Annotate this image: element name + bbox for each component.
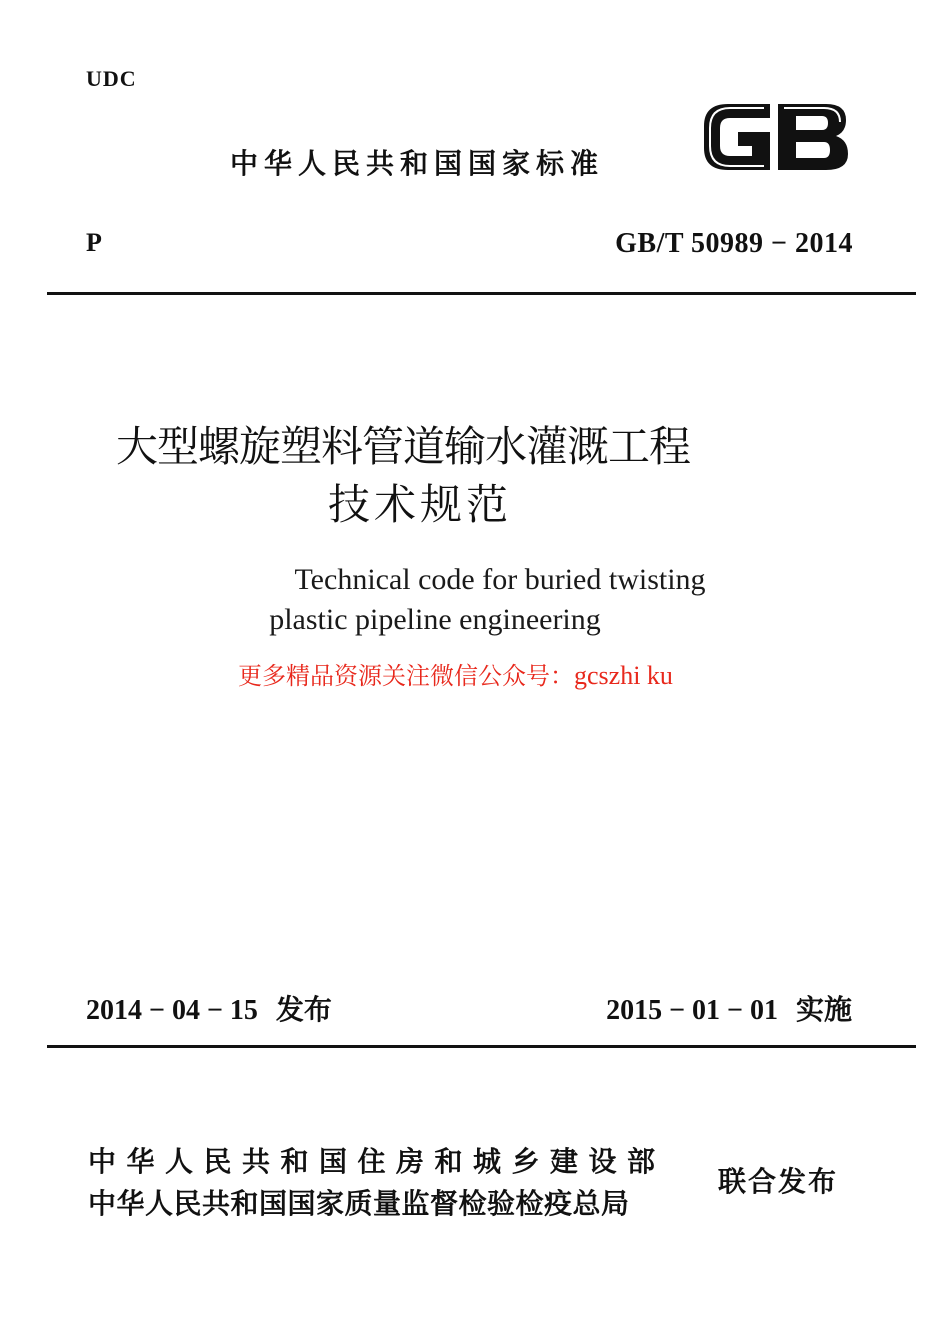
joint-issue-label: 联合发布 <box>718 1165 839 1198</box>
category-code: P <box>86 228 102 257</box>
title-en-line2: plastic pipeline engineering <box>269 603 601 636</box>
top-divider <box>47 292 916 295</box>
title-en <box>0 560 870 640</box>
national-standard-heading: 中华人民共和国国家标准 <box>230 147 605 180</box>
promo-code: gcszhi ku <box>574 661 673 690</box>
issue-date: 2014 − 04 − 15 <box>86 995 258 1026</box>
title-en-line1: Technical code for buried twisting <box>294 563 706 596</box>
issue-label: 发布 <box>275 993 332 1026</box>
promo-text: 更多精品资源关注微信公众号： <box>238 662 574 690</box>
issuer-line2: 中华人民共和国国家质量监督检验检疫总局 <box>88 1187 630 1220</box>
promo-notice <box>238 656 673 691</box>
title-cn-line2: 技术规范 <box>328 480 513 529</box>
implement-date-block <box>606 988 852 1028</box>
issue-date-block <box>86 988 332 1028</box>
udc-label: UDC <box>86 66 137 91</box>
bottom-divider <box>47 1045 916 1048</box>
implement-label: 实施 <box>795 993 852 1026</box>
implement-date: 2015 − 01 − 01 <box>606 995 778 1026</box>
issuer-line1: 中华人民共和国住房和城乡建设部 <box>88 1145 666 1178</box>
title-cn-line1: 大型螺旋塑料管道输水灌溉工程 <box>116 422 691 471</box>
gb-logo-icon <box>698 96 853 178</box>
standard-number: GB/T 50989 − 2014 <box>615 228 853 259</box>
